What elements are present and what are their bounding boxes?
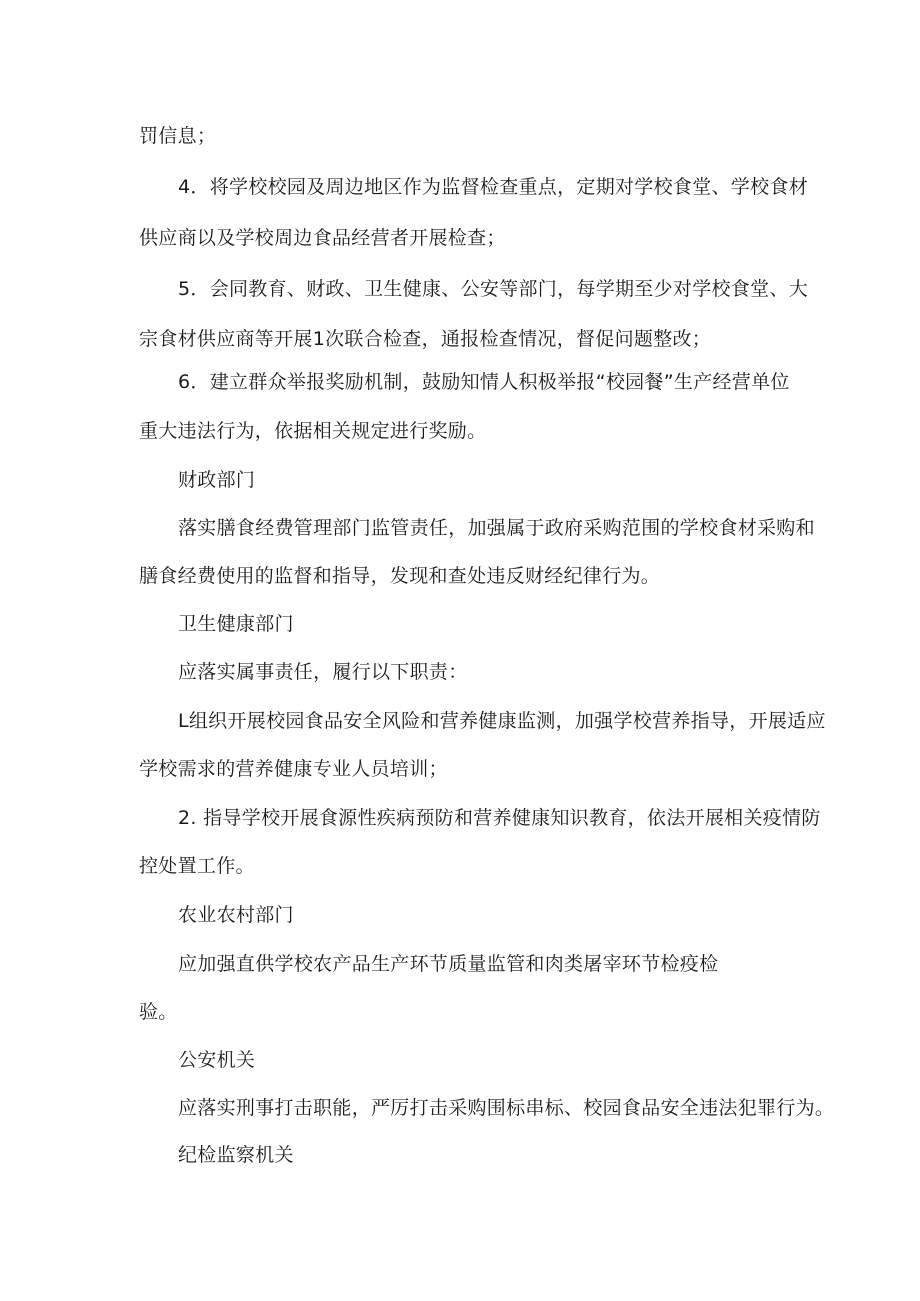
text-line-health-item-2-cont: 控处置工作。 <box>139 855 255 877</box>
text-line-agriculture-1: 应加强直供学校农产品生产环节质量监管和肉类屠宰环节检疫检 <box>178 953 719 975</box>
text-line-finance-2: 膳食经费使用的监督和指导，发现和查处违反财经纪律行为。 <box>139 565 661 587</box>
text-line-health-item-1: L组织开展校园食品安全风险和营养健康监测，加强学校营养指导，开展适应 <box>178 710 826 732</box>
text-line-agriculture-2: 验。 <box>139 1001 178 1023</box>
section-heading-discipline: 纪检监察机关 <box>178 1144 294 1166</box>
text-line-health-intro: 应落实属事责任，履行以下职责： <box>178 661 468 683</box>
text-line-police-1: 应落实刑事打击职能，严厉打击采购围标串标、校园食品安全违法犯罪行为。 <box>178 1097 835 1119</box>
text-line-penalty-info: 罚信息； <box>139 125 217 147</box>
text-line-item-5-cont: 宗食材供应商等开展1次联合检查，通报检查情况，督促问题整改； <box>139 328 712 350</box>
text-line-item-6-cont: 重大违法行为，依据相关规定进行奖励。 <box>139 420 487 442</box>
section-heading-police: 公安机关 <box>178 1049 256 1071</box>
text-line-health-item-1-cont: 学校需求的营养健康专业人员培训； <box>139 758 448 780</box>
text-line-item-5: 5．会同教育、财政、卫生健康、公安等部门，每学期至少对学校食堂、大 <box>178 278 808 300</box>
text-line-item-4: 4．将学校校园及周边地区作为监督检查重点，定期对学校食堂、学校食材 <box>178 176 808 198</box>
text-line-finance-1: 落实膳食经费管理部门监管责任，加强属于政府采购范围的学校食材采购和 <box>178 517 815 539</box>
section-heading-finance: 财政部门 <box>178 469 256 491</box>
text-line-item-4-cont: 供应商以及学校周边食品经营者开展检查； <box>139 227 506 249</box>
text-line-health-item-2: 2. 指导学校开展食源性疾病预防和营养健康知识教育，依法开展相关疫情防 <box>178 807 821 829</box>
section-heading-agriculture: 农业农村部门 <box>178 904 294 926</box>
text-line-item-6: 6．建立群众举报奖励机制，鼓励知情人积极举报“校园餐”生产经营单位 <box>178 371 790 393</box>
section-heading-health: 卫生健康部门 <box>178 613 294 635</box>
